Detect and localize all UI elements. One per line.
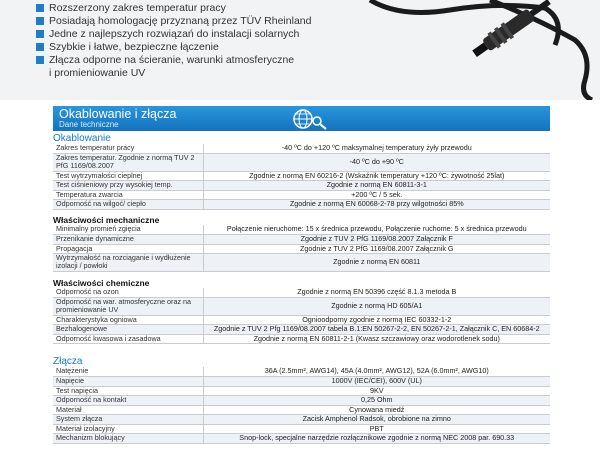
feature-item [36,41,311,54]
feature-text: Jedne z najlepszych rozwiązań do instalacji solarnych [49,28,300,40]
row-value: 36A (2.5mm², AWG14), 45A (4.0mm², AWG12), 52A (6.0mm², AWG10) [203,367,550,377]
table-row [53,334,550,344]
square-bullet-icon [36,30,44,38]
solar-cable-connector-image [330,0,600,100]
table-row [53,235,550,245]
zlacza-table [53,367,550,444]
row-value: Zacisk Amphenol Radsok, obrobione na zimno [203,415,550,425]
row-value: Zgodnie z normą HD 605/A1 [203,298,550,316]
table-row [53,434,550,444]
row-label: Wytrzymałość na rozciąganie i wydłużenie izolacji / powłoki [53,254,203,272]
feature-text: Szybkie i łatwe, bezpieczne łączenie [49,41,219,53]
section-title-okablowanie: Okablowanie [53,133,111,144]
section-title-mechaniczne: Właściwości mechaniczne [53,215,160,225]
table-row [53,298,550,316]
row-label: Zakres temperatur. Zgodnie z normą TUV 2 PfG 1169/08.2007 [53,154,203,172]
row-label: Minimalny promień zgięcia [53,225,203,235]
table-row [53,415,550,425]
row-label: System złącza [53,415,203,425]
row-value: 9KV [203,386,550,396]
square-bullet-icon [36,56,44,64]
row-value: -40 ºC do +90 ºC [203,154,550,172]
okablowanie-table [53,144,550,210]
row-label: Odporność na kontakt [53,396,203,406]
row-label: Test wytrzymałości cieplnej [53,171,203,181]
square-bullet-icon [36,17,44,25]
table-row [53,254,550,272]
row-label: Odporność na war. atmosferyczne oraz na promieniowanie UV [53,298,203,316]
feature-list [36,2,311,80]
row-value: +200 ºC / 5 sek. [203,190,550,200]
feature-item [36,15,311,28]
row-value: 0,25 Ohm [203,396,550,406]
band-subtitle: Dane techniczne [59,120,119,129]
square-bullet-icon [36,4,44,12]
row-value: Połączenie nieruchome: 15 x średnica przewodu, Połączenie ruchome: 5 x średnica przewodu [203,225,550,235]
row-value: Zgodnie z normą EN 60811-2-1 (Kwasz szczawiowy oraz wodorotlenek sodu) [203,334,550,344]
row-value: Zgodnie z TUV 2 PfG 1169/08.2007 Załącznik G [203,244,550,254]
table-row [53,405,550,415]
row-label: Natężenie [53,367,203,377]
section-title-zlacza: Złącza [53,356,83,367]
feature-item-continuation [36,67,311,80]
section-title-chemiczne: Właściwości chemiczne [53,278,150,288]
row-value: -40 ºC do +120 ºC maksymalnej temperatury żyły przewodu [203,144,550,154]
row-value: Zgodnie z TUV 2 PfG 1169/08.2007 Załącznik F [203,235,550,245]
row-value: Zgodnie z TUV 2 Pfg 1169/08.2007 tabela B.1:EN 50267-2-2, EN 50267-2-1, Załącznik C, EN 60684-2 [203,325,550,335]
row-label: Odporność na wilgoć/ ciepło [53,200,203,210]
row-label: Napięcie [53,377,203,387]
row-value: Zgodnie z normą EN 60811 [203,254,550,272]
feature-item [36,2,311,15]
row-value: Cynowana miedź [203,405,550,415]
row-label: Zakres temperatur pracy [53,144,203,154]
row-label: Odporność na ozon [53,288,203,298]
table-row [53,154,550,172]
row-label: Test napięcia [53,386,203,396]
row-value: PBT [203,424,550,434]
feature-text: i promieniowanie UV [49,67,146,79]
feature-item [36,28,311,41]
row-label: Przenikanie dynamiczne [53,235,203,245]
section-header-band [53,106,550,131]
row-label: Mechanizm blokujący [53,434,203,444]
row-value: Ognioodporny zgodnie z normą IEC 60332-1-2 [203,315,550,325]
row-value: Snop-lock, specjalne narzędzie rozłącznikowe zgodnie z normą NEC 2008 par. 690.33 [203,434,550,444]
bullet-spacer [36,69,44,77]
row-label: Temperatura zwarcia [53,190,203,200]
feature-item [36,54,311,67]
row-label: Odporność kwasowa i zasadowa [53,334,203,344]
chemiczne-table [53,288,550,344]
table-row [53,367,550,377]
row-label: Bezhalogenowe [53,325,203,335]
table-row [53,396,550,406]
row-value: Zgodnie z normą EN 60216-2 (Wskaźnik temperatury +120 ºC: żywotność 25lat) [203,171,550,181]
row-label: Charakterystyka ogniowa [53,315,203,325]
band-title: Okablowanie i złącza [59,107,177,121]
table-row [53,181,550,191]
feature-text: Posiadają homologację przyznaną przez TÜV Rheinland [49,15,312,27]
row-label: Test ciśnieniowy przy wysokiej temp. [53,181,203,191]
table-row [53,200,550,210]
row-value: 1000V (IEC/CEI), 600V (UL) [203,377,550,387]
feature-text: Złącza odporne na ścieranie, warunki atmosferyczne [49,54,295,66]
row-label: Propagacja [53,244,203,254]
row-value: Zgodnie z normą EN 50396 część 8.1.3 metoda B [203,288,550,298]
globe-magnifier-icon [291,108,329,130]
row-value: Zgodnie z normą EN 60068-2-78 przy wilgotności 85% [203,200,550,210]
mechaniczne-table [53,225,550,272]
table-row [53,377,550,387]
feature-text: Rozszerzony zakres temperatur pracy [49,2,226,14]
table-row [53,325,550,335]
row-label: Materiał [53,405,203,415]
table-row [53,386,550,396]
intro-section [0,0,600,100]
row-label: Materiał izolacyjny [53,424,203,434]
row-value: Zgodnie z normą EN 60811-3-1 [203,181,550,191]
square-bullet-icon [36,43,44,51]
